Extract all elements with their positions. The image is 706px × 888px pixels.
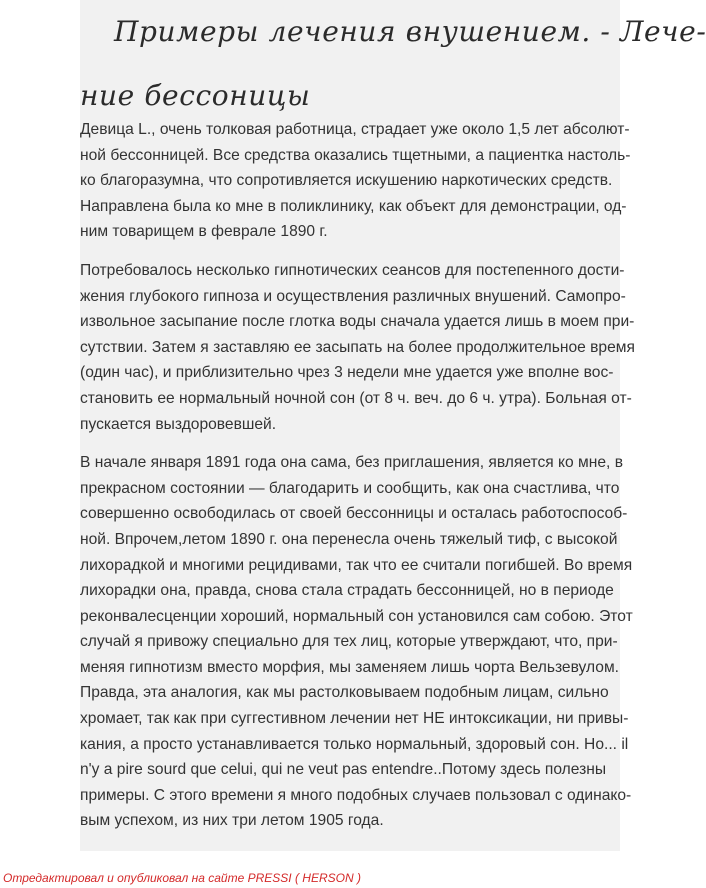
text-line: случай я привожу специально для тех лиц, которые утверждают, что, при- (80, 633, 618, 651)
document-page (80, 0, 706, 851)
text-line: ним товарищем в феврале 1890 г. (80, 223, 328, 241)
text-line: Правда, эта аналогия, как мы растолковываем подобным лицам, сильно (80, 684, 609, 702)
text-line: меняя гипнотизм вместо морфия, мы заменяем лишь чорта Вельзевулом. (80, 658, 620, 676)
text-line: сутствии. Затем я заставляю ее засыпать на более продолжительное время (80, 338, 635, 356)
text-line: лихорадки она, правда, снова стала страдать бессонницей, но в периоде (80, 582, 614, 600)
text-line: В начале января 1891 года она сама, без приглашения, является ко мне, в (80, 454, 623, 472)
text-line: лихорадкой и многими рецидивами, так что ее считали погибшей. Во время (80, 556, 633, 574)
text-line: извольное засыпание после глотка воды сначала удается лишь в моем при- (80, 313, 635, 331)
text-line: хромает, так как при суггестивном лечении нет НЕ интоксикации, ни привы- (80, 710, 629, 728)
text-line: становить ее нормальный ночной сон (от 8 ч. веч. до 6 ч. утра). Больная от- (80, 389, 632, 407)
text-line: пускается выздоровевшей. (80, 415, 277, 433)
publisher-credit: Отредактировал и опубликовал на сайте PRESSI ( HERSON ) (3, 871, 361, 885)
text-line: кания, а просто устанавливается только нормальный, здоровый сон. Но... il (80, 735, 629, 753)
text-line: n'y a pire sourd que celui, qui ne veut pas entendre..Потому здесь полезны (80, 761, 607, 779)
title-line: Примеры лечения внушением. - Лече- (114, 15, 706, 48)
text-line: реконвалесценции хороший, нормальный сон установился сам собою. Этот (80, 607, 633, 625)
text-line: примеры. С этого времени я много подобных случаев пользовал с одинако- (80, 786, 632, 804)
title-line: ние бессоницы (80, 79, 311, 112)
text-line: совершенно освободилась от своей бессонницы и осталась работоспособ- (80, 505, 628, 523)
text-line: жения глубокого гипноза и осуществления различных внушений. Самопро- (80, 287, 626, 305)
text-line: ной. Впрочем,летом 1890 г. она перенесла очень тяжелый тиф, с высокой (80, 530, 618, 548)
text-line: (один час), и приблизительно чрез 3 недели мне удается уже вполне вос- (80, 364, 614, 382)
article-body (80, 117, 635, 847)
text-line: Направлена была ко мне в поликлинику, как объект для демонстрации, од- (80, 197, 627, 215)
paragraph-1 (80, 117, 631, 245)
text-line: ко благоразумна, что сопротивляется искушению наркотических средств. (80, 172, 613, 190)
text-line: прекрасном состоянии — благодарить и сообщить, как она счастлива, что (80, 479, 620, 497)
text-line: ной бессонницей. Все средства оказались тщетными, а пациентка настоль- (80, 146, 631, 164)
text-line: Девица L., очень толковая работница, страдает уже около 1,5 лет абсолют- (80, 121, 630, 138)
page-title (80, 0, 706, 128)
text-line: вым успехом, из них три летом 1905 года. (80, 812, 384, 830)
paragraph-2 (80, 258, 635, 437)
paragraph-3 (80, 450, 633, 834)
text-line: Потребовалось несколько гипнотических сеансов для постепенного дости- (80, 261, 625, 279)
